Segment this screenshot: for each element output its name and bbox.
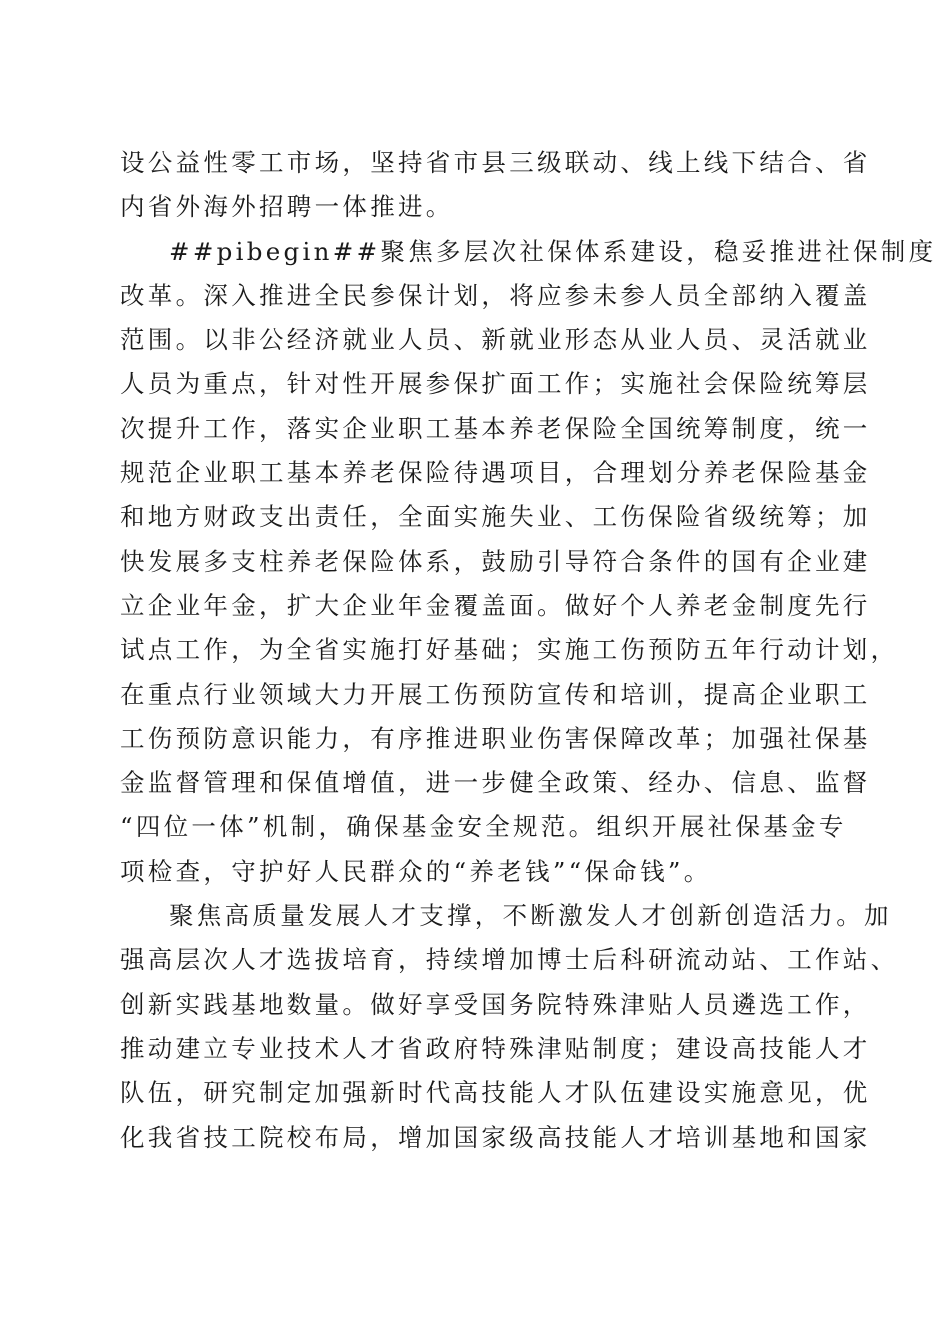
- body-text: [120, 141, 937, 1160]
- text-line: 队伍，研究制定加强新时代高技能人才队伍建设实施意见，优: [120, 1078, 871, 1108]
- text-line: 规范企业职工基本养老保险待遇项目，合理划分养老保险基金: [120, 458, 871, 488]
- text-line: 项检查，守护好人民群众的“养老钱”“保命钱”。: [120, 856, 712, 886]
- text-line: 化我省技工院校布局，增加国家级高技能人才培训基地和国家: [120, 1122, 871, 1152]
- text-line: 改革。深入推进全民参保计划，将应参未参人员全部纳入覆盖: [120, 280, 871, 310]
- text-line: 次提升工作，落实企业职工基本养老保险全国统筹制度，统一: [120, 413, 871, 443]
- paragraph-start-line: 聚焦高质量发展人才支撑，不断激发人才创新创造活力。加: [169, 901, 892, 931]
- text-line: 试点工作，为全省实施打好基础；实施工伤预防五年行动计划，: [120, 635, 899, 665]
- text-line: 快发展多支柱养老保险体系，鼓励引导符合条件的国有企业建: [120, 546, 871, 576]
- text-line: 在重点行业领域大力开展工伤预防宣传和培训，提高企业职工: [120, 679, 871, 709]
- text-line: 和地方财政支出责任，全面实施失业、工伤保险省级统筹；加: [120, 502, 871, 532]
- text-line: 工伤预防意识能力，有序推进职业伤害保障改革；加强社保基: [120, 723, 871, 753]
- paragraph-start-line: ##pibegin##聚焦多层次社保体系建设，稳妥推进社保制度: [169, 236, 937, 266]
- text-line: 立企业年金，扩大企业年金覆盖面。做好个人养老金制度先行: [120, 590, 871, 620]
- text-line: 强高层次人才选拔培育，持续增加博士后科研流动站、工作站、: [120, 945, 899, 975]
- text-line: 推动建立专业技术人才省政府特殊津贴制度；建设高技能人才: [120, 1033, 871, 1063]
- text-line: 人员为重点，针对性开展参保扩面工作；实施社会保险统筹层: [120, 369, 871, 399]
- text-line: 范围。以非公经济就业人员、新就业形态从业人员、灵活就业: [120, 325, 871, 355]
- text-line: 创新实践基地数量。做好享受国务院特殊津贴人员遴选工作，: [120, 989, 871, 1019]
- text-line: 设公益性零工市场，坚持省市县三级联动、线上线下结合、省: [120, 148, 871, 177]
- text-line: “四位一体”机制，确保基金安全规范。组织开展社保基金专: [120, 812, 847, 842]
- text-line: 金监督管理和保值增值，进一步健全政策、经办、信息、监督: [120, 768, 871, 798]
- text-line: 内省外海外招聘一体推进。: [120, 192, 454, 222]
